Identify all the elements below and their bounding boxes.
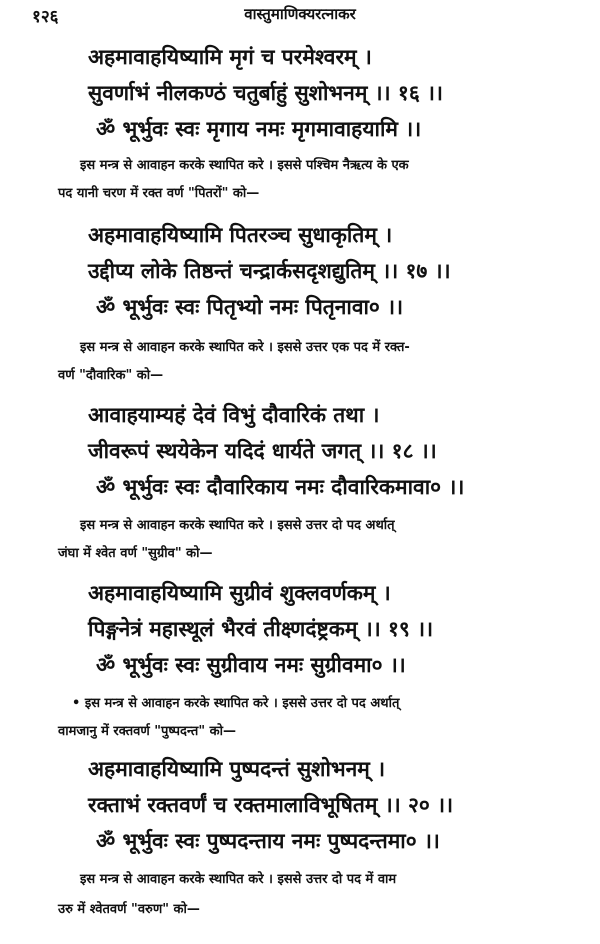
prose-line: इस मन्त्र से आवाहन करके स्थापित करे । इससे पश्चिम नैऋत्य के एक — [80, 158, 409, 173]
verse-line: ॐ भूर्भुवः स्वः पितृभ्यो नमः पितृनावा० ।। — [96, 295, 404, 319]
verse-line: सुवर्णाभं नीलकण्ठं चतुर्बाहुं सुशोभनम् ।। १६ ।। — [88, 81, 443, 105]
verse-line: रक्ताभं रक्तवर्णं च रक्तमालाविभूषितम् ।। २० ।। — [88, 793, 454, 817]
page-header — [0, 4, 600, 30]
verse-line: ॐ भूर्भुवः स्वः मृगाय नमः मृगमावाहयामि ।। — [96, 117, 422, 141]
verse-line: अहमावाहयिष्यामि सुग्रीवं शुक्लवर्णकम् । — [88, 581, 391, 605]
verse-line: पिङ्गनेत्रं महास्थूलं भैरवं तीक्ष्णदंष्ट्रकम् ।। १९ ।। — [88, 617, 434, 641]
verse-line: ॐ भूर्भुवः स्वः दौवारिकाय नमः दौवारिकमावा० ।। — [96, 475, 465, 499]
prose-line: उरु में श्वेतवर्ण "वरुण" को— — [58, 902, 200, 917]
prose-line: इस मन्त्र से आवाहन करके स्थापित करे । इससे उत्तर एक पद में रक्त- — [80, 340, 410, 355]
prose-line: पद यानी चरण में रक्त वर्ण "पितरों" को— — [58, 186, 260, 201]
prose-line: • इस मन्त्र से आवाहन करके स्थापित करे । इससे उत्तर दो पद अर्थात् — [72, 696, 400, 711]
verse-line: आवाहयाम्यहं देवं विभुं दौवारिकं तथा । — [88, 403, 380, 427]
page-number: १२६ — [32, 7, 59, 27]
prose-line: इस मन्त्र से आवाहन करके स्थापित करे । इससे उत्तर दो पद में वाम — [80, 872, 397, 887]
verse-line: ॐ भूर्भुवः स्वः सुग्रीवाय नमः सुग्रीवमा० ।। — [96, 653, 406, 677]
verse-line: अहमावाहयिष्यामि पुष्पदन्तं सुशोभनम् । — [88, 757, 386, 781]
running-title: वास्तुमाणिक्यरत्नाकर — [244, 5, 356, 23]
prose-line: इस मन्त्र से आवाहन करके स्थापित करे । इससे उत्तर दो पद अर्थात् — [80, 518, 395, 533]
prose-line: जंघा में श्वेत वर्ण "सुग्रीव" को— — [58, 546, 213, 561]
verse-line: उद्दीप्य लोके तिष्ठन्तं चन्द्रार्कसदृशद्युतिम् ।। १७ ।। — [88, 259, 451, 283]
verse-line: अहमावाहयिष्यामि मृगं च परमेश्वरम् । — [88, 45, 372, 69]
verse-line: ॐ भूर्भुवः स्वः पुष्पदन्ताय नमः पुष्पदन्तमा० ।। — [96, 829, 440, 853]
verse-line: अहमावाहयिष्यामि पितरञ्च सुधाकृतिम् । — [88, 223, 393, 247]
verse-line: जीवरूपं स्थयेकेन यदिदं धार्यते जगत् ।। १८ ।। — [88, 439, 437, 463]
prose-line: वामजानु में रक्तवर्ण "पुष्पदन्त" को— — [58, 724, 236, 739]
prose-line: वर्ण "दौवारिक" को— — [58, 368, 164, 383]
